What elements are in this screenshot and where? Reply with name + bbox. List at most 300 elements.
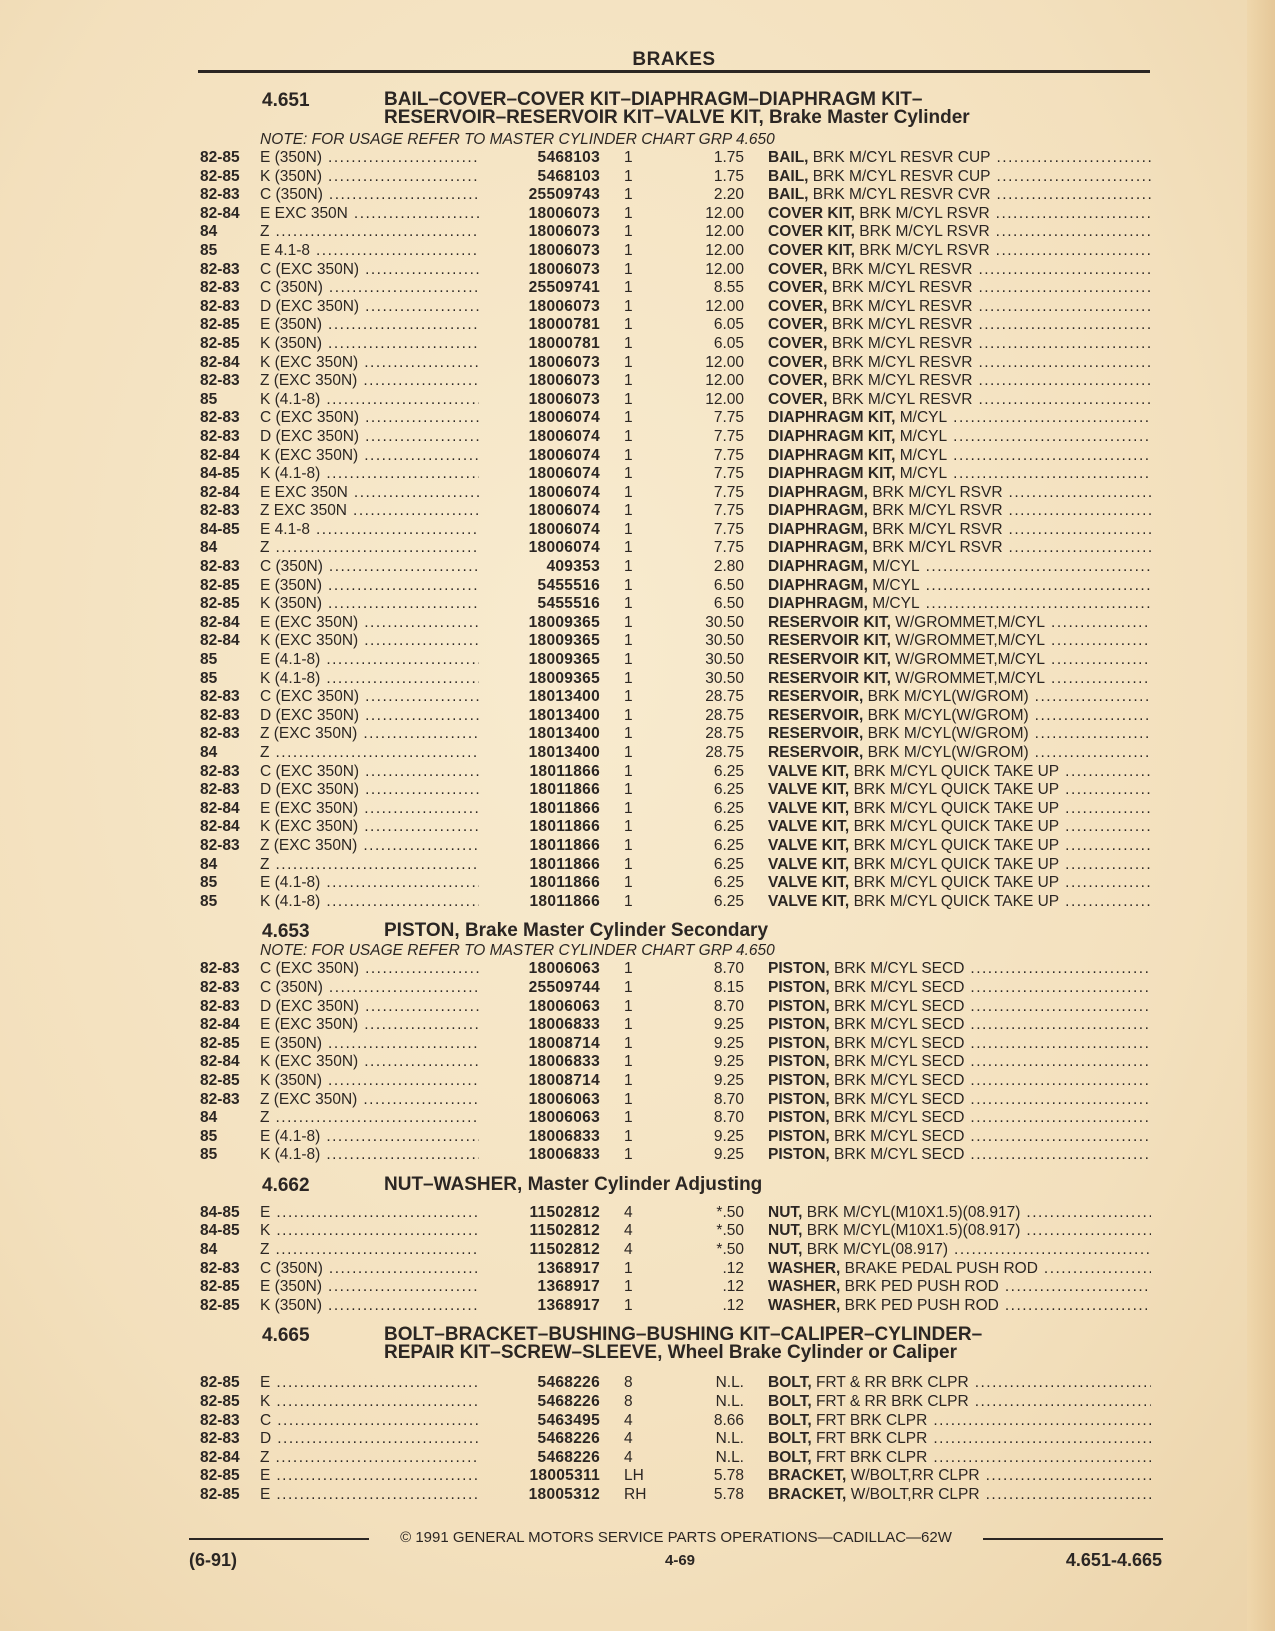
parts-row	[200, 998, 1152, 1017]
part-number: 11502812	[529, 1222, 600, 1240]
application-code: E (350N)	[260, 1034, 323, 1052]
section-title	[384, 1326, 982, 1362]
price: 30.50	[705, 669, 744, 687]
part-detail: BRK M/CYL RSVR	[872, 539, 1003, 557]
part-number: 18000781	[528, 316, 600, 334]
part-detail: FRT & RR BRK CLPR	[815, 1393, 969, 1411]
section-title-line: BOLT–BRACKET–BUSHING–BUSHING KIT–CALIPER–CYLINDER–	[384, 1324, 983, 1346]
description	[744, 372, 1151, 391]
part-detail: BRK PED PUSH ROD	[844, 1296, 999, 1314]
leader-dots	[326, 893, 479, 912]
leader-dots	[978, 335, 1151, 354]
part-number: 18006074	[528, 539, 600, 557]
application	[260, 1260, 485, 1279]
leader-dots	[1065, 874, 1151, 893]
parts-row	[200, 763, 1152, 782]
quantity: 1	[624, 1146, 633, 1164]
application-code: Z	[260, 539, 270, 557]
part-name: WASHER,	[768, 1259, 841, 1277]
parts-row	[200, 1412, 1152, 1431]
leader-dots	[365, 688, 479, 707]
leader-dots	[329, 279, 479, 298]
leader-dots	[1005, 1297, 1151, 1316]
description	[744, 1467, 1151, 1486]
price: 7.75	[713, 427, 744, 445]
part-number: 18006074	[528, 465, 600, 483]
leader-dots	[1009, 484, 1151, 503]
leader-dots	[275, 856, 479, 875]
application-code: C (EXC 350N)	[260, 688, 360, 706]
price: 28.75	[705, 688, 744, 706]
part-number: 18011866	[529, 836, 600, 854]
part-detail: BRK M/CYL SECD	[834, 960, 965, 978]
price: 8.66	[713, 1411, 744, 1429]
part-number: 18013400	[528, 725, 600, 743]
description	[744, 316, 1151, 335]
part-number: 5468103	[537, 167, 600, 185]
part-number: 18000781	[528, 334, 600, 352]
description	[744, 763, 1151, 782]
parts-row	[200, 614, 1152, 633]
application	[260, 744, 485, 763]
part-number: 18006074	[528, 427, 600, 445]
leader-dots	[364, 800, 479, 819]
leader-dots	[365, 261, 479, 280]
application-code: K (350N)	[260, 167, 323, 185]
application	[260, 242, 485, 261]
part-detail: M/CYL	[899, 465, 948, 483]
parts-row	[200, 484, 1152, 503]
application-code: Z (EXC 350N)	[260, 372, 358, 390]
leader-dots	[363, 837, 479, 856]
part-number: 18013400	[528, 688, 600, 706]
leader-dots	[933, 1430, 1151, 1449]
parts-row	[200, 316, 1152, 335]
price: 9.25	[713, 1146, 744, 1164]
parts-row	[200, 856, 1152, 875]
quantity: 1	[624, 818, 633, 836]
description	[744, 595, 1151, 614]
part-name: BRACKET,	[768, 1486, 847, 1503]
section-number: 4.665	[262, 1325, 310, 1347]
part-detail: BRK M/CYL RESVR	[831, 390, 973, 408]
application-code: K	[260, 1222, 271, 1240]
model-years: 82-85	[200, 576, 240, 594]
parts-row	[200, 186, 1152, 205]
description	[744, 1072, 1151, 1091]
leader-dots	[997, 168, 1152, 187]
application	[260, 539, 485, 558]
part-name: PISTON,	[768, 1053, 830, 1071]
part-name: BRACKET,	[768, 1467, 847, 1485]
leader-dots	[364, 632, 479, 651]
part-number: 18006074	[528, 483, 600, 501]
part-name: BOLT,	[768, 1411, 812, 1429]
leader-dots	[329, 1260, 479, 1279]
quantity: 1	[624, 799, 633, 817]
description	[744, 998, 1151, 1017]
model-years: 84	[200, 1241, 218, 1259]
part-name: WASHER,	[768, 1278, 841, 1296]
part-detail: BRK M/CYL(W/GROM)	[867, 706, 1029, 724]
part-detail: BRK M/CYL RESVR CVR	[812, 186, 991, 204]
application-code: D	[260, 1430, 272, 1448]
part-detail: BRK M/CYL(M10X1.5)(08.917)	[806, 1203, 1021, 1221]
leader-dots	[365, 763, 479, 782]
leader-dots	[978, 354, 1151, 373]
description	[744, 539, 1151, 558]
part-number: 5468226	[537, 1448, 600, 1466]
application-code: E (4.1-8)	[260, 1127, 321, 1145]
section-header	[200, 80, 1152, 131]
price: 12.00	[705, 372, 744, 390]
parts-row	[200, 781, 1152, 800]
leader-dots	[996, 242, 1151, 261]
part-name: DIAPHRAGM KIT,	[768, 465, 896, 483]
leader-dots	[986, 1467, 1151, 1486]
model-years: 82-84	[200, 204, 240, 222]
application	[260, 707, 485, 726]
leader-dots	[316, 242, 479, 261]
leader-dots	[1026, 1204, 1151, 1223]
model-years: 82-84	[200, 632, 240, 650]
quantity: 1	[624, 632, 633, 650]
part-number: 18006833	[528, 1146, 600, 1164]
part-detail: BRK M/CYL RSVR	[859, 241, 990, 259]
application	[260, 577, 485, 596]
application-code: Z (EXC 350N)	[260, 1090, 358, 1108]
leader-dots	[276, 1486, 479, 1505]
part-name: BOLT,	[768, 1393, 812, 1411]
leader-dots	[1009, 502, 1151, 521]
model-years: 82-85	[200, 1486, 240, 1503]
leader-dots	[275, 539, 479, 558]
price: 12.00	[705, 260, 744, 278]
part-name: RESERVOIR,	[768, 744, 864, 761]
part-name: PISTON,	[768, 960, 830, 978]
price: 8.70	[713, 1109, 744, 1127]
part-detail: W/GROMMET,M/CYL	[895, 613, 1046, 631]
application-code: E (350N)	[260, 149, 323, 166]
application	[260, 1412, 485, 1431]
quantity: 4	[624, 1448, 633, 1466]
model-years: 82-84	[200, 1016, 240, 1034]
part-name: DIAPHRAGM,	[768, 595, 868, 613]
price: 7.75	[713, 502, 744, 520]
part-name: PISTON,	[768, 997, 830, 1015]
section-title-line: BAIL–COVER–COVER KIT–DIAPHRAGM–DIAPHRAGM KIT–	[384, 89, 923, 110]
part-name: PISTON,	[768, 978, 830, 996]
price: 8.55	[713, 279, 744, 297]
leader-dots	[1035, 744, 1151, 763]
part-detail: BRK M/CYL RSVR	[872, 483, 1003, 501]
leader-dots	[978, 279, 1151, 298]
leader-dots	[328, 335, 479, 354]
part-name: COVER KIT,	[768, 241, 855, 259]
application-code: E	[260, 1486, 271, 1503]
quantity: 1	[624, 706, 633, 724]
part-name: VALVE KIT,	[768, 781, 850, 799]
parts-row	[200, 409, 1152, 428]
description	[744, 1374, 1151, 1393]
part-name: NUT,	[768, 1203, 803, 1221]
section-note: NOTE: FOR USAGE REFER TO MASTER CYLINDER CHART GRP 4.650	[260, 131, 775, 148]
part-detail: BRK M/CYL RESVR CUP	[812, 167, 991, 185]
part-detail: M/CYL	[899, 409, 948, 427]
part-name: PISTON,	[768, 1127, 830, 1145]
model-years: 82-85	[200, 167, 240, 185]
application-code: E	[260, 1467, 271, 1485]
quantity: 1	[624, 279, 633, 297]
parts-row	[200, 1035, 1152, 1054]
part-detail: BRK M/CYL SECD	[834, 1034, 965, 1052]
application	[260, 149, 485, 168]
parts-row	[200, 595, 1152, 614]
model-years: 84	[200, 539, 218, 557]
leader-dots	[365, 409, 479, 428]
leader-dots	[970, 1072, 1151, 1091]
leader-dots	[970, 960, 1151, 979]
model-years: 84	[200, 855, 218, 873]
application-code: E (EXC 350N)	[260, 1016, 359, 1034]
price: 6.25	[713, 855, 744, 873]
description	[744, 1449, 1151, 1468]
description	[744, 1278, 1151, 1297]
description	[744, 651, 1151, 670]
model-years: 82-85	[200, 334, 240, 352]
part-name: COVER,	[768, 297, 828, 315]
application-code: D (EXC 350N)	[260, 997, 360, 1015]
part-detail: W/GROMMET,M/CYL	[895, 651, 1046, 669]
description	[744, 168, 1151, 187]
quantity: 4	[624, 1203, 633, 1221]
application-code: C (350N)	[260, 1259, 323, 1277]
leader-dots	[277, 1412, 479, 1431]
description	[744, 261, 1151, 280]
application	[260, 223, 485, 242]
description	[744, 1486, 1151, 1505]
description	[744, 465, 1151, 484]
parts-row	[200, 874, 1152, 893]
description	[744, 149, 1151, 168]
application-code: D (EXC 350N)	[260, 427, 360, 445]
part-number: 5455516	[537, 595, 600, 613]
part-detail: W/GROMMET,M/CYL	[895, 669, 1046, 687]
application-code: K (4.1-8)	[260, 892, 321, 910]
part-name: VALVE KIT,	[768, 874, 850, 892]
quantity: 1	[624, 725, 633, 743]
part-detail: W/GROMMET,M/CYL	[895, 632, 1046, 650]
leader-dots	[1065, 893, 1151, 912]
parts-row	[200, 1278, 1152, 1297]
application	[260, 651, 485, 670]
description	[744, 707, 1151, 726]
part-name: RESERVOIR,	[768, 725, 864, 743]
part-detail: BRK M/CYL SECD	[834, 1016, 965, 1034]
leader-dots	[926, 595, 1151, 614]
part-number: 18006073	[528, 204, 600, 222]
application-code: K (EXC 350N)	[260, 353, 359, 371]
part-name: COVER,	[768, 390, 828, 408]
quantity: 1	[624, 1278, 633, 1296]
application-code: C (350N)	[260, 279, 323, 297]
part-name: PISTON,	[768, 1109, 830, 1127]
part-detail: BRK M/CYL SECD	[834, 978, 965, 996]
leader-dots	[1009, 521, 1151, 540]
part-detail: BRK M/CYL QUICK TAKE UP	[853, 836, 1060, 854]
leader-dots	[276, 1222, 479, 1241]
part-name: VALVE KIT,	[768, 855, 850, 873]
application-code: E (350N)	[260, 576, 323, 594]
part-number: 409353	[546, 558, 600, 576]
part-name: RESERVOIR KIT,	[768, 632, 891, 650]
parts-row	[200, 1109, 1152, 1128]
application	[260, 1146, 485, 1165]
price: 5.78	[713, 1467, 744, 1485]
application	[260, 372, 485, 391]
part-detail: BRK M/CYL RESVR CUP	[812, 149, 991, 166]
description	[744, 1393, 1151, 1412]
parts-row	[200, 837, 1152, 856]
price: .12	[722, 1278, 744, 1296]
model-years: 82-84	[200, 446, 240, 464]
application-code: Z (EXC 350N)	[260, 725, 358, 743]
part-number: 18013400	[528, 706, 600, 724]
part-detail: M/CYL	[872, 595, 920, 613]
model-years: 82-84	[200, 613, 240, 631]
quantity: 1	[624, 409, 633, 427]
leader-dots	[365, 998, 479, 1017]
application	[260, 874, 485, 893]
price: 6.05	[713, 316, 744, 334]
part-name: DIAPHRAGM KIT,	[768, 427, 896, 445]
parts-row	[200, 725, 1152, 744]
part-number: 18009365	[528, 613, 600, 631]
part-name: COVER,	[768, 279, 828, 297]
quantity: 4	[624, 1241, 633, 1259]
quantity: RH	[624, 1486, 647, 1503]
part-name: RESERVOIR KIT,	[768, 669, 891, 687]
price: 6.50	[713, 576, 744, 594]
part-detail: M/CYL	[899, 427, 948, 445]
leader-dots	[353, 502, 479, 521]
leader-dots	[328, 577, 479, 596]
part-detail: M/CYL	[872, 558, 920, 576]
part-number: 11502812	[529, 1203, 600, 1221]
price: .12	[722, 1296, 744, 1314]
part-detail: FRT & RR BRK CLPR	[815, 1374, 969, 1392]
application-code: E (350N)	[260, 316, 323, 334]
description	[744, 725, 1151, 744]
price: 28.75	[705, 706, 744, 724]
application-code: Z (EXC 350N)	[260, 836, 358, 854]
part-name: DIAPHRAGM,	[768, 558, 868, 576]
part-number: 25509743	[528, 186, 600, 204]
footer-rule-left	[189, 1538, 369, 1540]
application	[260, 1467, 485, 1486]
section-number: 4.651	[262, 90, 310, 111]
price: 6.25	[713, 874, 744, 892]
price: 12.00	[705, 297, 744, 315]
part-name: RESERVOIR KIT,	[768, 651, 891, 669]
parts-row	[200, 539, 1152, 558]
leader-dots	[328, 1278, 479, 1297]
leader-dots	[326, 1146, 479, 1165]
description	[744, 1412, 1151, 1431]
application	[260, 1128, 485, 1147]
part-detail: M/CYL	[872, 576, 920, 594]
part-detail: BRK M/CYL RESVR	[831, 279, 973, 297]
parts-row	[200, 1260, 1152, 1279]
model-years: 82-84	[200, 799, 240, 817]
description	[744, 1430, 1151, 1449]
section-spacer	[200, 1366, 1152, 1374]
part-detail: BRK M/CYL QUICK TAKE UP	[853, 799, 1060, 817]
quantity: 1	[624, 520, 633, 538]
model-years: 84	[200, 223, 218, 241]
parts-row	[200, 744, 1152, 763]
application-code: E EXC 350N	[260, 483, 348, 501]
parts-row	[200, 1091, 1152, 1110]
leader-dots	[970, 1053, 1151, 1072]
application	[260, 354, 485, 373]
part-number: 5468226	[537, 1374, 600, 1392]
part-detail: BRK M/CYL SECD	[834, 1053, 965, 1071]
leader-dots	[329, 186, 479, 205]
leader-dots	[970, 1035, 1151, 1054]
model-years: 84	[200, 744, 218, 761]
parts-row	[200, 1374, 1152, 1393]
parts-row	[200, 502, 1152, 521]
application	[260, 279, 485, 298]
part-detail: FRT BRK CLPR	[815, 1430, 928, 1448]
description	[744, 558, 1151, 577]
application	[260, 979, 485, 998]
part-detail: BRK M/CYL QUICK TAKE UP	[853, 892, 1060, 910]
part-name: BOLT,	[768, 1448, 812, 1466]
leader-dots	[970, 1146, 1151, 1165]
part-detail: BRK M/CYL(M10X1.5)(08.917)	[806, 1222, 1021, 1240]
part-detail: W/BOLT,RR CLPR	[850, 1486, 980, 1503]
description	[744, 335, 1151, 354]
leader-dots	[1065, 837, 1151, 856]
parts-row	[200, 558, 1152, 577]
part-detail: BRK M/CYL QUICK TAKE UP	[853, 818, 1060, 836]
section-spacer	[200, 1196, 1152, 1204]
part-number: 25509744	[528, 978, 600, 996]
footer-rule-right	[983, 1538, 1163, 1540]
application-code: K (4.1-8)	[260, 669, 321, 687]
part-name: COVER,	[768, 372, 828, 390]
description	[744, 484, 1151, 503]
leader-dots	[275, 223, 479, 242]
application-code: K (4.1-8)	[260, 465, 321, 483]
application-code: E 4.1-8	[260, 520, 310, 538]
leader-dots	[1065, 800, 1151, 819]
application-code: Z	[260, 855, 270, 873]
price: 30.50	[705, 613, 744, 631]
part-name: VALVE KIT,	[768, 818, 850, 836]
description	[744, 893, 1151, 912]
model-years: 85	[200, 241, 218, 259]
leader-dots	[996, 205, 1151, 224]
application	[260, 1109, 485, 1128]
leader-dots	[363, 725, 479, 744]
parts-row	[200, 168, 1152, 187]
part-detail: BRK M/CYL QUICK TAKE UP	[853, 874, 1060, 892]
section-header	[200, 911, 1152, 942]
model-years: 82-83	[200, 1090, 240, 1108]
